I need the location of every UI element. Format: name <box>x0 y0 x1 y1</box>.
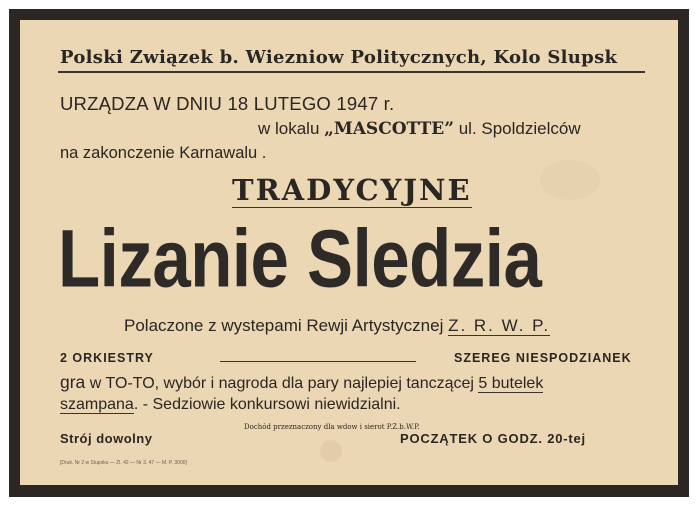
paper-stain <box>540 160 600 200</box>
judges-line <box>60 396 401 414</box>
venue-name: „MASCOTTE” <box>324 119 454 139</box>
income-note: Dochód przeznaczony dla wdow i sierot P.Z.b.W.P. <box>244 423 420 431</box>
dress-code: Strój dowolny <box>60 431 153 446</box>
separator-rule <box>220 361 416 362</box>
organization-title: Polski Związek b. Wiezniow Politycznych, Kolo Slupsk <box>60 47 618 68</box>
poster-paper <box>20 20 678 485</box>
game-text: w TO-TO, wybór i nagroda dla pary najlepiej tanczącej <box>85 375 479 392</box>
event-date: URZĄDZA W DNIU 18 LUTEGO 1947 r. <box>60 93 395 114</box>
combined-line <box>124 316 550 336</box>
game-word: gra <box>60 372 86 392</box>
printer-note: [Druk. Nr 2 w Slupsku — Zl. 42 — Nr 3. 47 — M. P. 3000] <box>60 460 187 466</box>
combined-org: Z. R. W. P. <box>448 316 551 335</box>
start-time: POCZĄTEK O GODZ. 20-tej <box>400 431 586 446</box>
main-headline: Lizanie Sledzia <box>58 213 542 305</box>
combined-text: Polaczone z wystepami Rewji Artystycznej <box>124 316 449 335</box>
venue-line <box>258 119 581 139</box>
frame-corner <box>681 9 689 17</box>
traditional-heading: TRADYCYJNE <box>232 173 472 207</box>
orchestras-note: 2 ORKIESTRY <box>60 351 154 365</box>
judges-text: . - Sedziowie konkursowi niewidzialni. <box>133 396 401 413</box>
organization-underline <box>58 71 645 73</box>
champagne-text: szampana <box>60 396 134 413</box>
venue-prefix: w lokalu <box>258 119 325 138</box>
venue-street: ul. Spoldzielców <box>453 119 581 138</box>
paper-stain <box>320 440 342 462</box>
carnival-line: na zakonczenie Karnawalu . <box>60 144 267 162</box>
surprises-note: SZEREG NIESPODZIANEK <box>454 351 632 365</box>
game-line <box>60 372 543 393</box>
prize-text: 5 butelek <box>478 375 544 392</box>
